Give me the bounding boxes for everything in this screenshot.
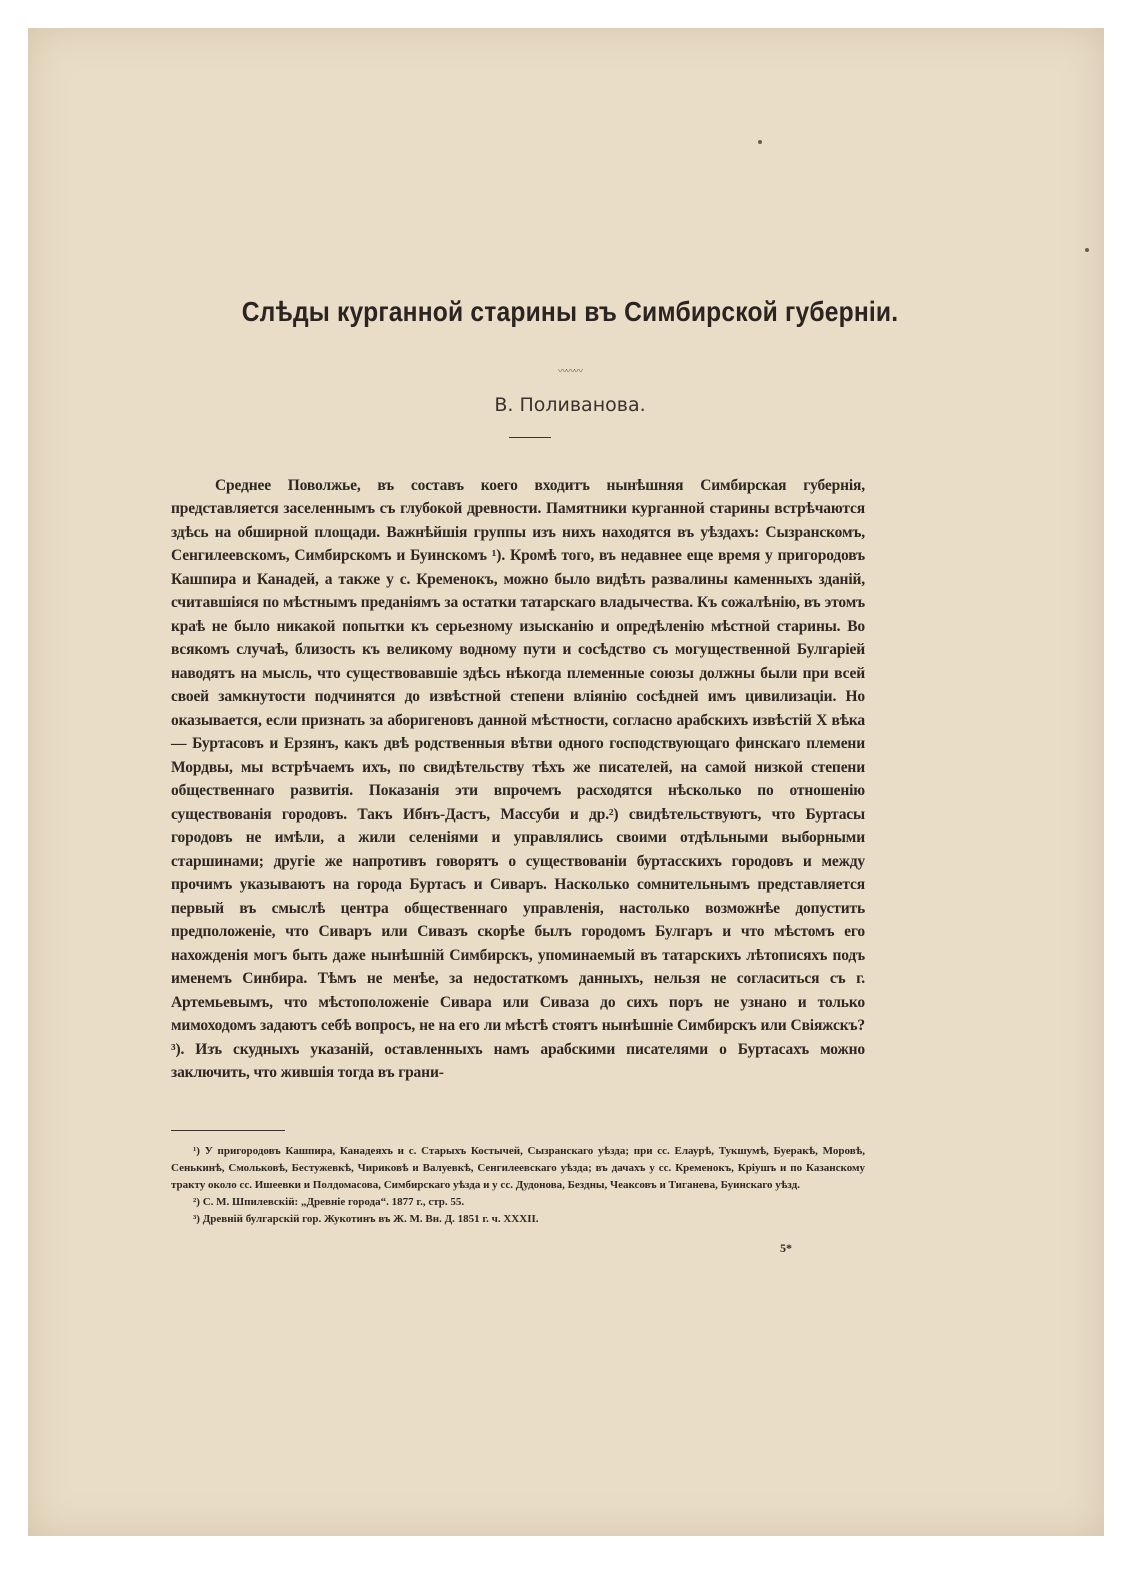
article-title: Слѣды курганной старины въ Симбирской губерніи.: [241, 296, 899, 327]
author-name: В. Поливанова.: [494, 394, 646, 416]
footnote-3: ³) Древній булгарскій гор. Жукотинъ въ Ж. М. Вн. Д. 1851 г. ч. XXXII.: [193, 1213, 539, 1225]
page-speck: [758, 140, 762, 144]
footnote-rule: [171, 1130, 285, 1131]
footnote-2: ²) С. М. Шпилевскій: „Древніе города“. 1877 г., стр. 55.: [193, 1196, 465, 1208]
body-paragraph: Среднее Поволжье, въ составъ коего входитъ нынѣшняя Симбирская губернія, представляется заселеннымъ съ глубокой древности. Памятники курганной старины встрѣчаются здѣсь на обширной площади. Важнѣйшія группы изъ нихъ находятся въ уѣздахъ: Сызранскомъ, Сенгилеевскомъ, Симбирскомъ и Буинскомъ ¹). Кромѣ того, въ недавнее еще время у пригородовъ Кашпира и Канадей, а также у с. Кременокъ, можно было видѣть развалины каменныхъ зданій, считавшіяся по мѣстнымъ преданіямъ за остатки татарскаго владычества. Къ сожалѣнію, въ этомъ краѣ не было никакой попытки къ серьезному изысканію и опредѣленію мѣстной старины. Во всякомъ случаѣ, близость къ великому водному пути и сосѣдство съ могущественной Булгаріей наводятъ на мысль, что существовавшіе здѣсь нѣкогда племенные союзы должны были при всей своей замкнутости подчинятся до извѣстной степени вліянію сосѣдней имъ цивилизаціи. Но оказывается, если признать за аборигеновъ данной мѣстности, согласно арабскихъ извѣстій X вѣка — Буртасовъ и Ерзянъ, какъ двѣ родственныя вѣтви одного господствующаго финскаго племени Мордвы, мы встрѣчаемъ ихъ, по свидѣтельству тѣхъ же писателей, на самой низкой степени общественнаго развитія. Показанія эти впрочемъ расходятся нѣсколько по отношенію существованія городовъ. Такъ Ибнъ-Дастъ, Массуби и др.²) свидѣтельствуютъ, что Буртасы городовъ не имѣли, а жили селеніями и управлялись своими отдѣльными выборными старшинами; другіе же напротивъ говорятъ о существованіи буртасскихъ городовъ и между прочимъ указываютъ на города Буртасъ и Сиваръ. Насколько сомнительнымъ представляется первый въ смыслѣ центра общественнаго управленія, настолько возможнѣе допустить предположеніе, что Сиваръ или Сивазъ скорѣе былъ городомъ Булгаръ и что мѣстомъ его нахожденія могъ быть даже нынѣшній Симбирскъ, упоминаемый въ татарскихъ лѣтописяхъ подъ именемъ Синбира. Тѣмъ не менѣе, за недостаткомъ данныхъ, нельзя не согласиться съ г. Артемьевымъ, что мѣстоположеніе Сивара или Сиваза до сихъ поръ не узнано и только мимоходомъ задаютъ себѣ вопросъ, не на его ли мѣстѣ стоятъ нынѣшніе Симбирскъ или Свіяжскъ?³). Изъ скудныхъ указаній, оставленныхъ намъ арабскими писателями о Буртасахъ можно заключить, что жившія тогда въ грани-: [171, 476, 865, 1081]
author-rule: [509, 437, 551, 438]
footnotes: [171, 1143, 865, 1228]
title-ornament: 〰〰〰: [557, 367, 582, 377]
page-number: 5*: [780, 1241, 792, 1255]
page-speck: [1085, 248, 1089, 252]
footnote-1: ¹) У пригородовъ Кашпира, Канадеяхъ и с. Старыхъ Костычей, Сызранскаго уѣзда; при сс. Елаурѣ, Тукшумѣ, Буеракѣ, Моровѣ, Сенькинѣ, Смольковѣ, Бестужевкѣ, Чириковѣ и Валуевкѣ, Сенгилеевскаго уѣзда; въ дачахъ у сс. Кременокъ, Крiушъ и по Казанскому тракту около сс. Ишеевки и Полдомасова, Симбирскаго уѣзда и у сс. Дудонова, Бездны, Чеаксовъ и Тиганева, Буинскаго уѣзд.: [171, 1145, 865, 1191]
